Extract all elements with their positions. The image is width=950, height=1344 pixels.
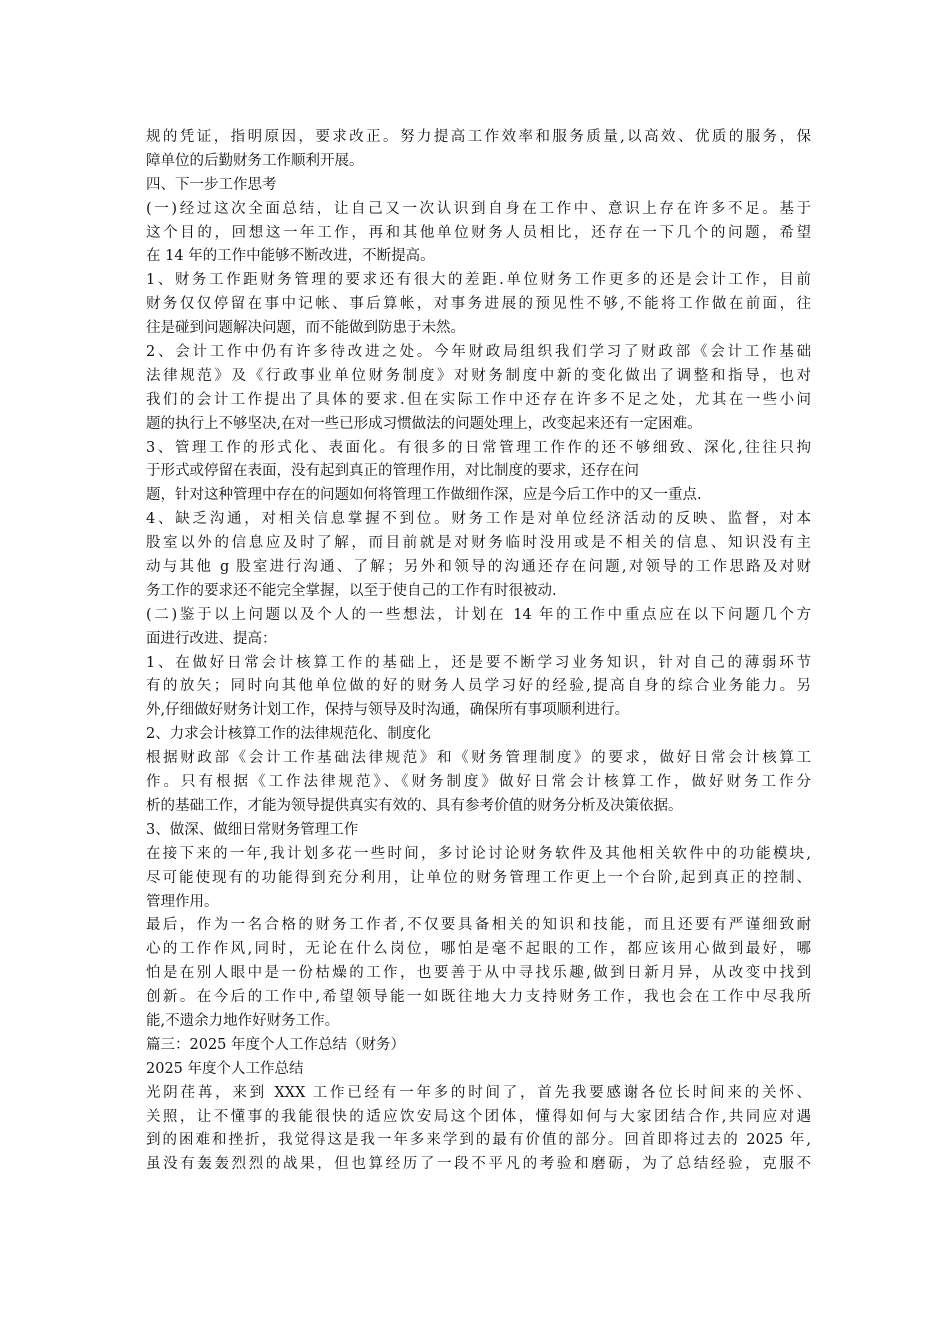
text-line: 动与其他 g 股室进行沟通、了解；另外和领导的沟通还存在问题,对领导的工作思路及对财 xyxy=(146,559,811,576)
text-line: 3、做深、做细日常财务管理工作 xyxy=(146,821,359,838)
text-line: 2、力求会计核算工作的法律规范化、制度化 xyxy=(146,726,431,743)
text-line: 析的基础工作，才能为领导提供真实有效的、具有参考价值的财务分析及决策依据。 xyxy=(146,797,683,814)
text-line: 外,仔细做好财务计划工作，保持与领导及时沟通，确保所有事项顺利进行。 xyxy=(146,702,630,719)
text-line: 3、管理工作的形式化、表面化。有很多的日常管理工作作的还不够细致、深化,往往只拘 xyxy=(146,439,811,456)
text-line: 题的执行上不够坚决,在对一些已形成习惯做法的问题处理上，改变起来还有一定困难。 xyxy=(146,415,702,432)
text-line: 于形式或停留在表面，没有起到真正的管理作用，对比制度的要求，还存在问 xyxy=(146,463,639,480)
text-line: 有的放矢；同时向其他单位做的好的财务人员学习好的经验,提高自身的综合业务能力。另 xyxy=(146,678,811,695)
text-line: (一)经过这次全面总结，让自己又一次认识到自身在工作中、意识上存在许多不足。基于 xyxy=(146,200,811,217)
text-line: 在 14 年的工作中能够不断改进，不断提高。 xyxy=(146,248,435,265)
text-line: 管理作用。 xyxy=(146,893,219,910)
text-line: 尽可能使现有的功能得到充分利用，让单位的财务管理工作更上一个台阶,起到真正的控制、 xyxy=(146,869,811,886)
text-line: 题，针对这种管理中存在的问题如何将管理工作做细作深，应是今后工作中的又一重点. xyxy=(146,487,702,504)
text-line: 这个目的，回想这一年工作，再和其他单位财务人员相比，还存在一下几个的问题，希望 xyxy=(146,224,811,241)
text-line: 股室以外的信息应及时了解，而目前就是对财务临时没用或是不相关的信息、知识没有主 xyxy=(146,535,811,552)
text-line: 四、下一步工作思考 xyxy=(146,176,277,193)
text-line: 创新。在今后的工作中,希望领导能一如既往地大力支持财务工作，我也会在工作中尽我所 xyxy=(146,989,811,1006)
text-line: 到的困难和挫折，我觉得这是我一年多来学到的最有价值的部分。回首即将过去的 2025 年, xyxy=(146,1132,811,1149)
text-line: 规的凭证，指明原因，要求改正。努力提高工作效率和服务质量,以高效、优质的服务，保 xyxy=(146,129,811,145)
text-line: 1、在做好日常会计核算工作的基础上，还是要不断学习业务知识，针对自己的薄弱环节 xyxy=(146,654,811,671)
text-line: 务工作的要求还不能完全掌握，以至于使自己的工作有时很被动. xyxy=(146,582,557,599)
text-line: 1、财务工作距财务管理的要求还有很大的差距.单位财务工作更多的还是会计工作，目前 xyxy=(146,272,811,289)
text-line: 2025 年度个人工作总结 xyxy=(146,1060,304,1077)
text-line: 4、缺乏沟通，对相关信息掌握不到位。财务工作是对单位经济活动的反映、监督，对本 xyxy=(146,511,811,528)
text-line: 虽没有轰轰烈烈的战果，但也算经历了一段不平凡的考验和磨砺，为了总结经验，克服不 xyxy=(146,1156,811,1173)
text-line: 往是碰到问题解决问题，而不能做到防患于未然。 xyxy=(146,320,465,337)
text-line: 最后，作为一名合格的财务工作者,不仅要具备相关的知识和技能，而且还要有严谨细致耐 xyxy=(146,917,811,934)
text-line: 关照，让不懂事的我能很快的适应饮安局这个团体，懂得如何与大家团结合作,共同应对遇 xyxy=(146,1108,811,1125)
text-line: 作。只有根据《工作法律规范》、《财务制度》做好日常会计核算工作，做好财务工作分 xyxy=(146,774,811,791)
text-line: 障单位的后勤财务工作顺利开展。 xyxy=(146,152,364,169)
text-line: 光阴荏苒，来到 XXX 工作已经有一年多的时间了，首先我要感谢各位长时间来的关怀、 xyxy=(146,1084,811,1101)
text-line: 心的工作作风,同时，无论在什么岗位，哪怕是毫不起眼的工作，都应该用心做到最好，哪 xyxy=(146,941,811,958)
text-line: 怕是在别人眼中是一份枯燥的工作，也要善于从中寻找乐趣,做到日新月异，从改变中找到 xyxy=(146,965,811,982)
text-line: 在接下来的一年,我计划多花一些时间，多讨论讨论财务软件及其他相关软件中的功能模块, xyxy=(146,845,811,862)
text-line: 根据财政部《会计工作基础法律规范》和《财务管理制度》的要求，做好日常会计核算工 xyxy=(146,750,811,767)
text-line: 2、会计工作中仍有许多待改进之处。今年财政局组织我们学习了财政部《会计工作基础 xyxy=(146,344,811,361)
text-line: 我们的会计工作提出了具体的要求.但在实际工作中还存在许多不足之处，尤其在一些小问 xyxy=(146,391,811,408)
text-line: 财务仅仅停留在事中记帐、事后算帐，对事务进展的预见性不够,不能将工作做在前面，往 xyxy=(146,296,811,313)
text-line: 能,不遗余力地作好财务工作。 xyxy=(146,1012,340,1029)
text-line: 篇三：2025 年度个人工作总结（财务） xyxy=(146,1036,406,1053)
text-line: 面进行改进、提高： xyxy=(146,630,277,647)
document-page xyxy=(146,126,811,1177)
text-line: 法律规范》及《行政事业单位财务制度》对财务制度中新的变化做出了调整和指导，也对 xyxy=(146,367,811,384)
text-line: (二)鉴于以上问题以及个人的一些想法，计划在 14 年的工作中重点应在以下问题几个方 xyxy=(146,606,811,623)
